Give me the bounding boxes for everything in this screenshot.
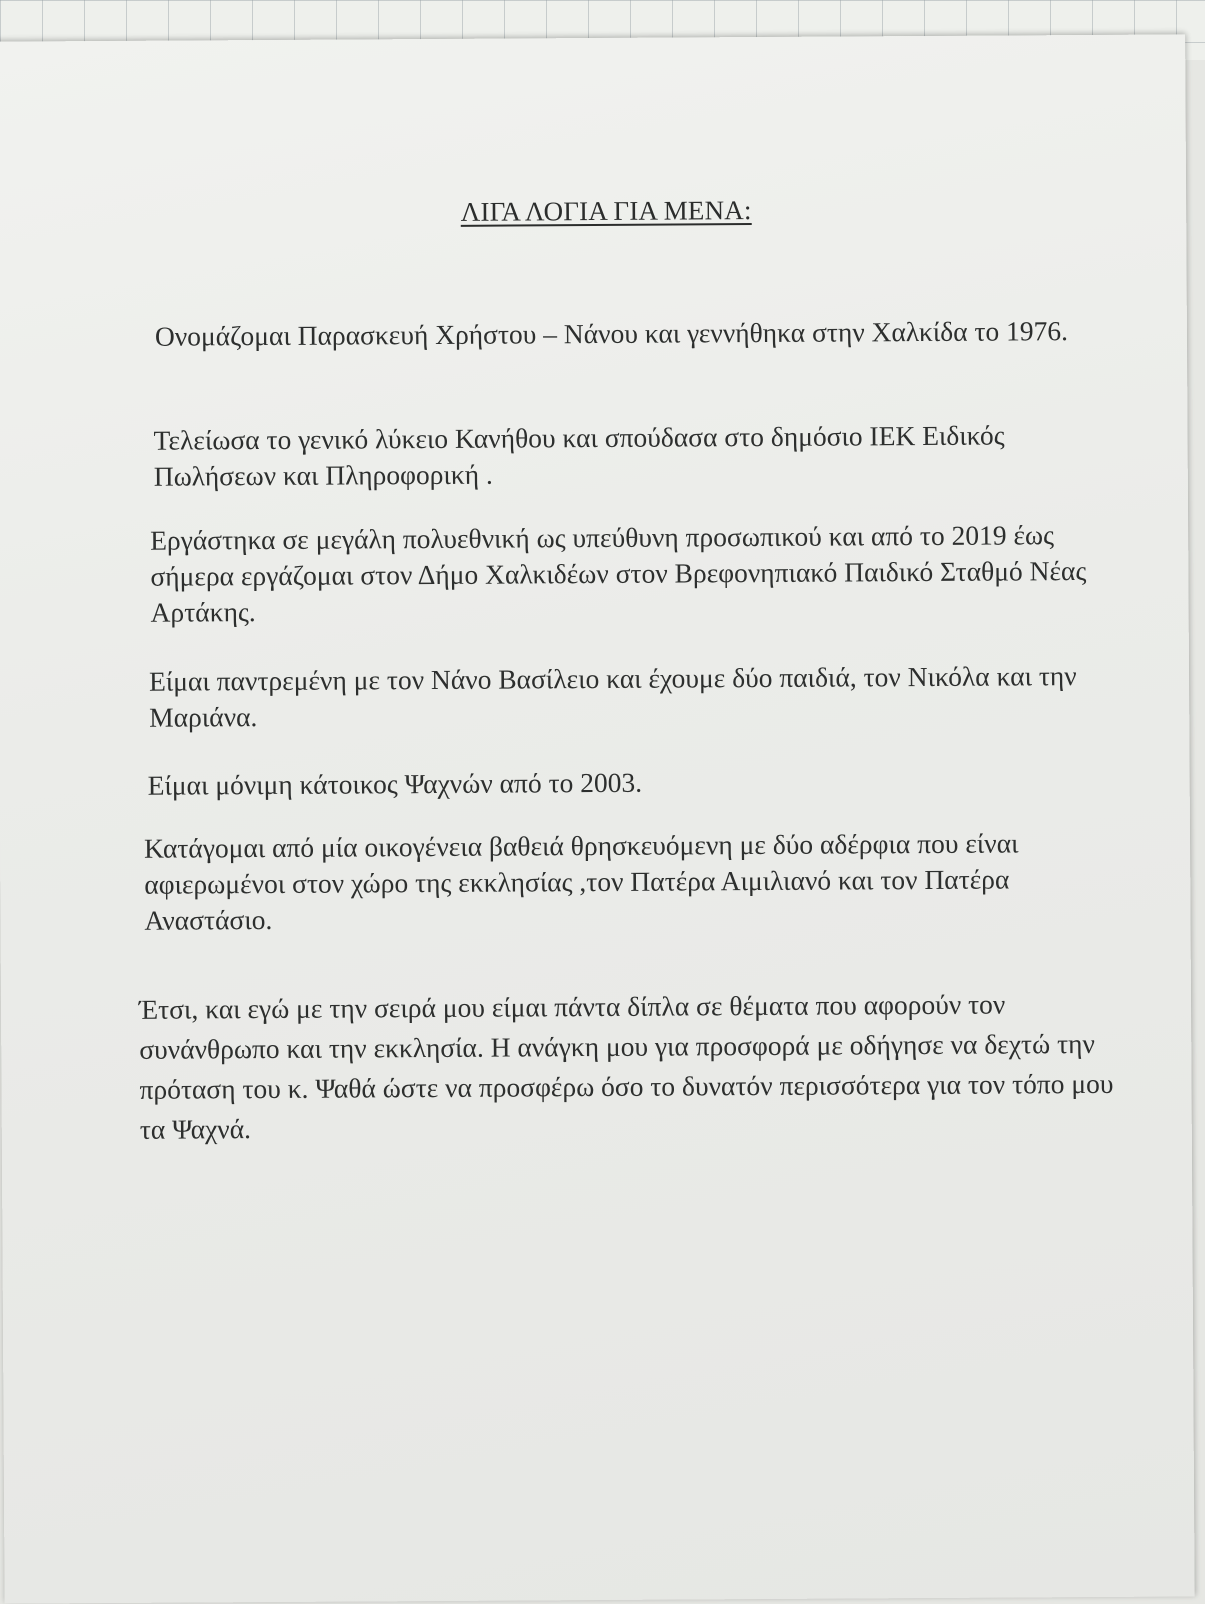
document-page <box>0 34 1195 1603</box>
paragraph-family: Είμαι παντρεμένη με τον Νάνο Βασίλειο και έχουμε δύο παιδιά, τον Νικόλα και την Μαριάνα. <box>148 660 1077 733</box>
paragraph-work: Εργάστηκα σε μεγάλη πολυεθνική ως υπεύθυνη προσωπικού και από το 2019 έως σήμερα εργάζομαι στον Δήμο Χαλκιδέων στον Βρεφονηπιακό Παιδικό Σταθμό Νέας Αρτάκης. <box>150 519 1087 628</box>
paragraph-origin: Κατάγομαι από μία οικογένεια βαθειά θρησκευόμενη με δύο αδέρφια που είναι αφιερωμένοι στον χώρο της εκκλησίας ,τον Πατέρα Αιμιλιανό και τον Πατέρα Αναστάσιο. <box>143 827 1019 936</box>
paragraph-residence: Είμαι μόνιμη κάτοικος Ψαχνών από το 2003. <box>147 766 643 801</box>
paragraph-birth: Ονομάζομαι Παρασκευή Χρήστου – Νάνου και γεννήθηκα στην Χαλκίδα το 1976. <box>154 315 1069 352</box>
document-title: ΛΙΓΑ ΛΟΓΙΑ ΓΙΑ ΜΕΝΑ: <box>460 195 752 227</box>
paragraph-education: Τελείωσα το γενικό λύκειο Κανήθου και σπούδασα στο δημόσιο ΙΕΚ Ειδικός Πωλήσεων και Πληροφορική . <box>153 419 1005 492</box>
paragraph-motivation: Έτσι, και εγώ με την σειρά μου είμαι πάντα δίπλα σε θέματα που αφορούν τον συνάνθρωπο και την εκκλησία. Η ανάγκη μου για προσφορά με οδήγησε να δεχτώ την πρόταση του κ. Ψαθά ώστε να προσφέρω όσο το δυνατόν περισσότερα για τον τόπο μου τα Ψαχνά. <box>138 988 1114 1145</box>
